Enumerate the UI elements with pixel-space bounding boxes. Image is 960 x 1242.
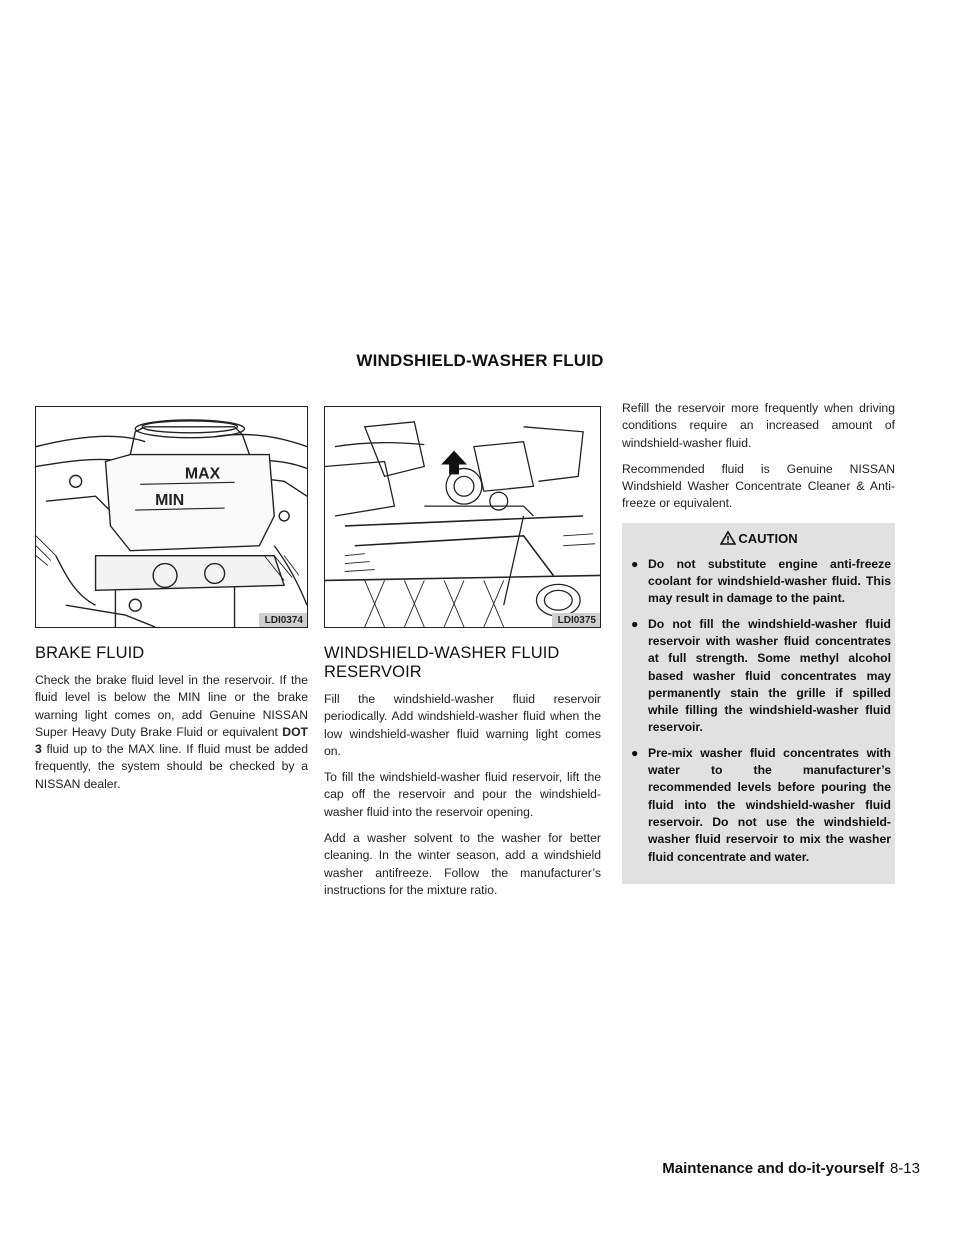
footer-chapter-title: Maintenance and do-it-yourself bbox=[662, 1160, 884, 1177]
column-refill-caution bbox=[622, 400, 895, 884]
caution-item-text: Do not substitute engine anti-freeze coolant for windshield-washer fluid. This may result in damage to the paint. bbox=[648, 556, 891, 606]
brake-fluid-text-2: fluid up to the MAX line. If fluid must be added frequently, the system should be checked by a NISSAN dealer. bbox=[35, 742, 308, 791]
caution-item bbox=[627, 616, 891, 737]
washer-reservoir-illustration bbox=[324, 406, 601, 628]
brake-reservoir-illustration bbox=[35, 406, 308, 628]
column-washer-reservoir bbox=[324, 406, 601, 908]
bullet-icon: ● bbox=[631, 616, 639, 631]
footer-page-number: 8-13 bbox=[889, 1160, 920, 1177]
dot3-bold: DOT 3 bbox=[35, 724, 308, 757]
brake-fluid-heading: BRAKE FLUID bbox=[35, 644, 145, 662]
caution-title bbox=[627, 531, 891, 548]
engine-bay-drawing bbox=[325, 407, 600, 627]
figure-label-ldi0374: LDI0374 bbox=[259, 613, 307, 627]
caution-item bbox=[627, 745, 891, 866]
caution-item-text: Do not fill the windshield-washer fluid reservoir with washer fluid concentrates at full strength. Some methyl alcohol based washer fluid concentrates may permanently stain the grille if spilled while filling the windshield-washer fluid reservoir. bbox=[648, 616, 891, 735]
brake-reservoir-drawing bbox=[36, 407, 307, 627]
caution-list bbox=[627, 556, 891, 866]
washer-paragraph-2: To fill the windshield-washer fluid reservoir, lift the cap off the reservoir and pour the windshield-washer fluid into the reservoir opening. bbox=[324, 770, 601, 819]
brake-fluid-paragraph bbox=[35, 672, 308, 793]
page-footer bbox=[662, 1160, 920, 1177]
caution-title-text: CAUTION bbox=[738, 530, 798, 546]
min-marking: MIN bbox=[155, 492, 185, 510]
warning-triangle-icon bbox=[720, 531, 736, 548]
figure-label-ldi0375: LDI0375 bbox=[552, 613, 600, 627]
column-brake-fluid bbox=[35, 406, 308, 802]
max-marking: MAX bbox=[184, 465, 221, 483]
brake-fluid-text-1: Check the brake fluid level in the reservoir. If the fluid level is below the MIN line or the brake warning light comes on, add Genuine NISSAN Super Heavy Duty Brake Fluid or equivalent bbox=[35, 673, 308, 739]
bullet-icon: ● bbox=[631, 745, 639, 760]
refill-paragraph: Refill the reservoir more frequently when driving conditions require an increased amount of windshield-washer fluid. bbox=[622, 401, 895, 450]
caution-box bbox=[622, 523, 895, 884]
caution-item-text: Pre-mix washer fluid concentrates with water to the manufacturer’s recommended levels before pouring the fluid into the windshield-washer fluid reservoir. Do not use the windshield-washer fluid reservoir to mix the washer fluid concentrate and water. bbox=[648, 745, 891, 864]
recommended-fluid-paragraph: Recommended fluid is Genuine NISSAN Windshield Washer Concentrate Cleaner & Anti-freeze or equivalent. bbox=[622, 461, 895, 511]
washer-reservoir-heading: WINDSHIELD-WASHER FLUID RESERVOIR bbox=[324, 644, 560, 681]
washer-paragraph-3: Add a washer solvent to the washer for better cleaning. In the winter season, add a windshield washer antifreeze. Follow the manufacturer’s instructions for the mixture ratio. bbox=[324, 831, 601, 897]
bullet-icon: ● bbox=[631, 556, 639, 571]
caution-item bbox=[627, 556, 891, 608]
arrow-up-icon bbox=[441, 451, 467, 475]
section-header: WINDSHIELD-WASHER FLUID bbox=[356, 351, 604, 370]
washer-paragraph-1: Fill the windshield-washer fluid reservoir periodically. Add windshield-washer fluid when the low windshield-washer fluid warning light comes on. bbox=[324, 692, 601, 758]
